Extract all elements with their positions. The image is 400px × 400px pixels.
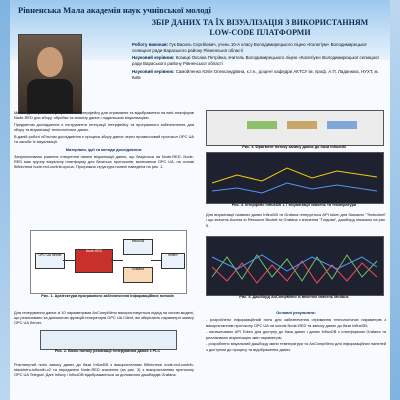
flow-node xyxy=(247,121,277,129)
heading-conclusions: Основні результати: xyxy=(276,310,316,315)
poster-title: ЗБІР ДАНИХ ТА ЇХ ВІЗУАЛІЗАЦІЯ З ВИКОРИСТАННЯМ LOW-CODE ПЛАТФОРМИ xyxy=(151,18,369,37)
figure-4-caption: Рис. 4. Інтерфейс InfluxDB 1.7 візуалізації значень та температури xyxy=(231,203,357,207)
figure-3-screenshot xyxy=(206,110,384,146)
paragraph-methods: Запропоновано рішення створення панелі візуалізації даних, що базується на Node-RED. Node-RED має зручну візуальну платформу для багатьох протоколів, включаючи OPC UA, на основі бібліотеки node-red-contrib-opcua. Програмна структура панелі наведена на рис. 1. xyxy=(14,153,194,170)
author-photo xyxy=(18,34,82,114)
supervisor-label-2: Науковий керівник: xyxy=(132,68,175,74)
conclusion-3: - розроблено візуальний дашборд зміни температури та AnCompMimo для інформаційних панелей з доступом до процесу та відображення даних. xyxy=(206,341,386,352)
paragraph-object: В даній роботі об’єктом дослідження є процеси збору даних через промисловий протокол OPC UA та засоби їх візуалізації. xyxy=(14,134,194,145)
poster-border-right xyxy=(390,0,400,400)
supervisor-label-1: Науковий керівник: xyxy=(132,55,175,61)
diagram-box-nodered: Node-RED xyxy=(75,249,113,273)
diagram-arrow xyxy=(63,260,75,261)
architecture-diagram xyxy=(30,230,187,294)
left-column xyxy=(14,110,194,171)
flow-node xyxy=(327,121,357,129)
right-paragraph-token xyxy=(206,212,386,229)
diagram-box-influx: InfluxDB xyxy=(123,239,153,255)
diagram-box-grafana: Grafana xyxy=(123,267,153,283)
supervisor-text-2: Самойленко Юлія Олександрівна, к.т.н., доцент кафедри АКТСУ ім. проф. А.П. Ладанюка, НУХТ, м. Київ xyxy=(132,68,379,80)
author-body xyxy=(27,79,73,113)
figure-5-screenshot xyxy=(206,236,384,296)
author-line xyxy=(132,42,384,53)
figure-4-screenshot xyxy=(206,152,384,204)
heading-methods: Матеріали, ідеї та методи дослідження: xyxy=(65,146,143,152)
supervisor-text-1: Козицкі Оксана Петрівна, вчитель Володимирецького ліцею «Колегіум» Володимирецької селищної ради Вараського району Рівненської області xyxy=(132,55,379,67)
paragraph-aim: Метою даної роботи є розроблення інтерфейсу для отримання та відображення на web-платформі Node-RED для збору, обробки та аналізу даних і подальшою візуалізацією. xyxy=(14,110,194,121)
conclusions-block xyxy=(206,308,386,353)
poster-border-left xyxy=(0,0,10,400)
chart-line xyxy=(212,168,377,183)
diagram-arrow xyxy=(151,260,161,261)
diagram-box-opcua: OPC UA Server xyxy=(35,253,65,269)
author-text: Гук Василь Сергійович, учень 10-А класу Володимирецького ліцею «Колегіум» Володимирецької селищної ради Вараського району Рівненської області xyxy=(132,42,367,53)
figure-4-chart xyxy=(207,153,383,203)
paragraph-generation: Для генерування даних зі 10 параметрами AnCompMimo використовується підхід на основі моделі, що реалізовано за допомогою функцій-генераторів OPC UA Client, які зберігають параметри запису OPC UA Server. xyxy=(14,309,194,326)
supervisor-line-2 xyxy=(132,69,384,80)
diagram-arrow xyxy=(111,260,123,261)
figure-2-caption: Рис. 2. Вікно потоку реалізації генерування даних з PLC xyxy=(54,349,161,353)
authors-block xyxy=(132,42,384,82)
figure-5-chart xyxy=(207,237,383,295)
paragraph-token: Для візуалізації наявних даних InfluxDB та Grafana генерується API token для базового "Tenbucket" і що значень Access to Resource Bucket та Grafana з значення "Тогдова", дашборд показано на рис. 5. xyxy=(206,212,386,228)
diagram-box-client: Клієнт xyxy=(161,253,185,269)
author-face xyxy=(37,47,63,77)
paragraph-influx: Розглянутий потік запису даних до бази InfluxDB з використанням бібліотеки node-red-contrib-stackhero-influxdb-v2 та передачею Node-RED значення (за рис. 3) з використанням протоколу OPC UA Telegraf. Дані Influxy і InfluxDB відображаються за допомогою дашбордів Grafana. xyxy=(14,361,194,378)
academy-name: Рівненська Мала академія наук учнівської молоді xyxy=(18,5,211,15)
chart-line xyxy=(212,183,377,193)
figure-5-caption: Рис. 5. Дашборд AnCompMimo із вмістом значень Modbus xyxy=(239,295,349,299)
left-column-part-3 xyxy=(14,358,194,382)
paragraph-subject: Предметом дослідження є інструменти інтеграції інтерфейсу та програмного забезпечення для збору та візуалізації технологічних даних. xyxy=(14,122,194,133)
flow-node xyxy=(287,121,317,129)
figure-3-caption: Рис. 3. Фрагмент потоку запису даних до бази InfluxDB xyxy=(242,145,346,149)
supervisor-line-1 xyxy=(132,55,384,66)
figure-1-caption: Рис. 1. Архітектура програмного забезпечення інформаційних потоків xyxy=(41,294,174,298)
left-column-part-2 xyxy=(14,306,194,330)
conclusion-2: - налаштовано API Token для доступу до бази даних і даних InfluxDB з платформою Grafana та реалізовано візуалізацію змін параметрів; xyxy=(206,329,386,340)
author-label: Роботу виконав: xyxy=(132,42,169,47)
conclusion-1: - розроблено інформаційний потік для забезпечення отримання технологічних параметрів з використанням протоколу OPC UA на основі Node-RED та запису даних до бази InfluxDB; xyxy=(206,317,386,328)
figure-2-screenshot xyxy=(40,330,177,350)
chart-line xyxy=(212,255,377,281)
